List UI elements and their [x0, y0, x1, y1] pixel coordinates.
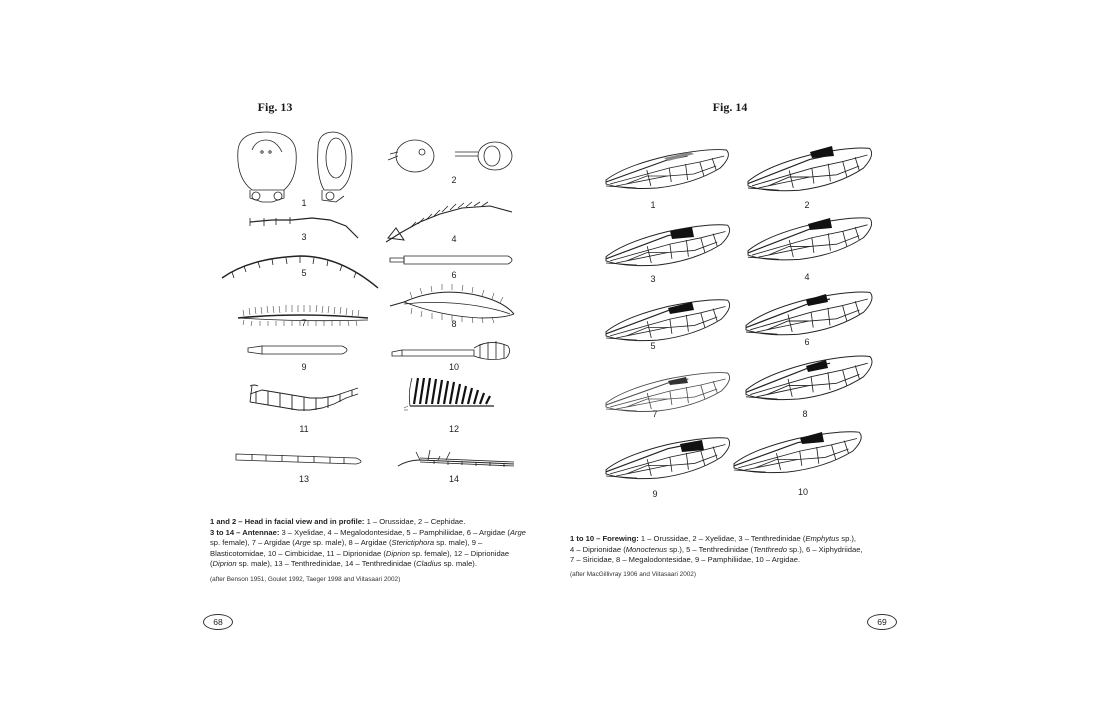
head-profile-drawing: [318, 132, 352, 202]
caption-text: sp. male), 9 –: [434, 538, 483, 548]
fig14-label-10: 10: [797, 487, 809, 497]
caption-taxon: Diprion: [385, 548, 410, 558]
fig13-label-4: 4: [451, 234, 457, 244]
caption-taxon: Arge: [509, 527, 526, 537]
forewing-drawing: [606, 146, 872, 479]
caption-text: sp.), 6 – Xiphydriidae,: [787, 544, 863, 554]
caption-taxon: Sterictiphora: [391, 538, 435, 548]
caption-taxon: Cladius: [416, 559, 442, 569]
caption-text: sp.), 5 – Tenthredinidae (: [667, 544, 754, 554]
page-number-right: 69: [867, 614, 897, 630]
caption-text: sp. male).: [441, 559, 477, 569]
caption-text: sp. female), 12 – Diprionidae: [409, 548, 510, 558]
caption-taxon: Arge: [294, 538, 311, 548]
fig14-label-6: 6: [804, 337, 810, 347]
fig14-label-3: 3: [650, 274, 656, 284]
fig13-label-5: 5: [301, 268, 307, 278]
fig13-label-7: 7: [301, 318, 307, 328]
fig13-label-14: 14: [448, 474, 460, 484]
figure-13-caption: [210, 517, 540, 570]
figure-title-14: Fig. 14: [712, 100, 748, 114]
figure-13-source: (after Benson 1951, Goulet 1992, Taeger 1998 and Viitasaari 2002): [210, 576, 401, 583]
figure-14-illustration: [550, 0, 1100, 720]
caption-heading: 3 to 14 – Antennae:: [210, 527, 280, 537]
caption-text: 1 – Orussidae, 2 – Xyelidae, 3 – Tenthredinidae (: [638, 534, 806, 543]
fig13-label-12: 12: [448, 424, 460, 434]
caption-taxon: Tenthredo: [753, 544, 787, 554]
right-page: [550, 0, 1100, 720]
caption-text: 3 – Xyelidae, 4 – Megalodontesidae, 5 – Pamphiliidae, 6 – Argidae (: [279, 527, 510, 537]
caption-taxon: Emphytus: [805, 534, 840, 543]
fig14-label-2: 2: [804, 200, 810, 210]
fig13-label-11: 11: [299, 424, 309, 434]
figure-14-source: (after MacGillivray 1906 and Viitasaari 2002): [570, 571, 696, 578]
fig14-label-5: 5: [650, 341, 656, 351]
fig13-label-8: 8: [451, 319, 457, 329]
fig13-label-2: 2: [451, 175, 457, 185]
page-number-left: 68: [203, 614, 233, 630]
figure-title-13: Fig. 13: [257, 100, 293, 114]
head-facial-drawing: [238, 132, 296, 202]
caption-text: 4 – Diprionidae (: [570, 544, 626, 554]
antenna-drawing: [398, 450, 514, 467]
fig13-label-3: 3: [301, 232, 307, 242]
fig13-label-6: 6: [451, 270, 457, 280]
fig13-label-9: 9: [301, 362, 307, 372]
caption-heading: 1 and 2 – Head in facial view and in profile:: [210, 517, 365, 526]
fig13-label-10: 10: [448, 362, 460, 372]
fig14-label-4: 4: [804, 272, 810, 282]
caption-taxon: Diprion: [212, 559, 237, 569]
caption-text: sp.),: [839, 534, 857, 543]
caption-text: 1 – Orussidae, 2 – Cephidae.: [364, 517, 466, 526]
fig13-label-1: 1: [301, 198, 307, 208]
figure-14-caption: [570, 534, 900, 566]
fig14-label-7: 7: [652, 409, 658, 419]
caption-text: sp. male), 8 – Argidae (: [310, 538, 392, 548]
fig14-label-1: 1: [650, 200, 656, 210]
caption-text: (: [210, 559, 213, 569]
caption-text: 7 – Siricidae, 8 – Megalodontesidae, 9 – Pamphiliidae, 10 – Argidae.: [570, 555, 801, 565]
caption-taxon: Monoctenus: [625, 544, 668, 554]
caption-text: sp. female), 7 – Argidae (: [210, 538, 295, 548]
fig14-label-9: 9: [652, 489, 658, 499]
fig14-label-8: 8: [802, 409, 808, 419]
caption-heading: 1 to 10 – Forewing:: [570, 534, 639, 543]
caption-text: sp. male), 13 – Tenthredinidae, 14 – Tenthredinidae (: [236, 559, 417, 569]
fig13-label-13: 13: [298, 474, 310, 484]
caption-text: Blasticotomidae, 10 – Cimbicidae, 11 – Diprionidae (: [210, 548, 386, 558]
